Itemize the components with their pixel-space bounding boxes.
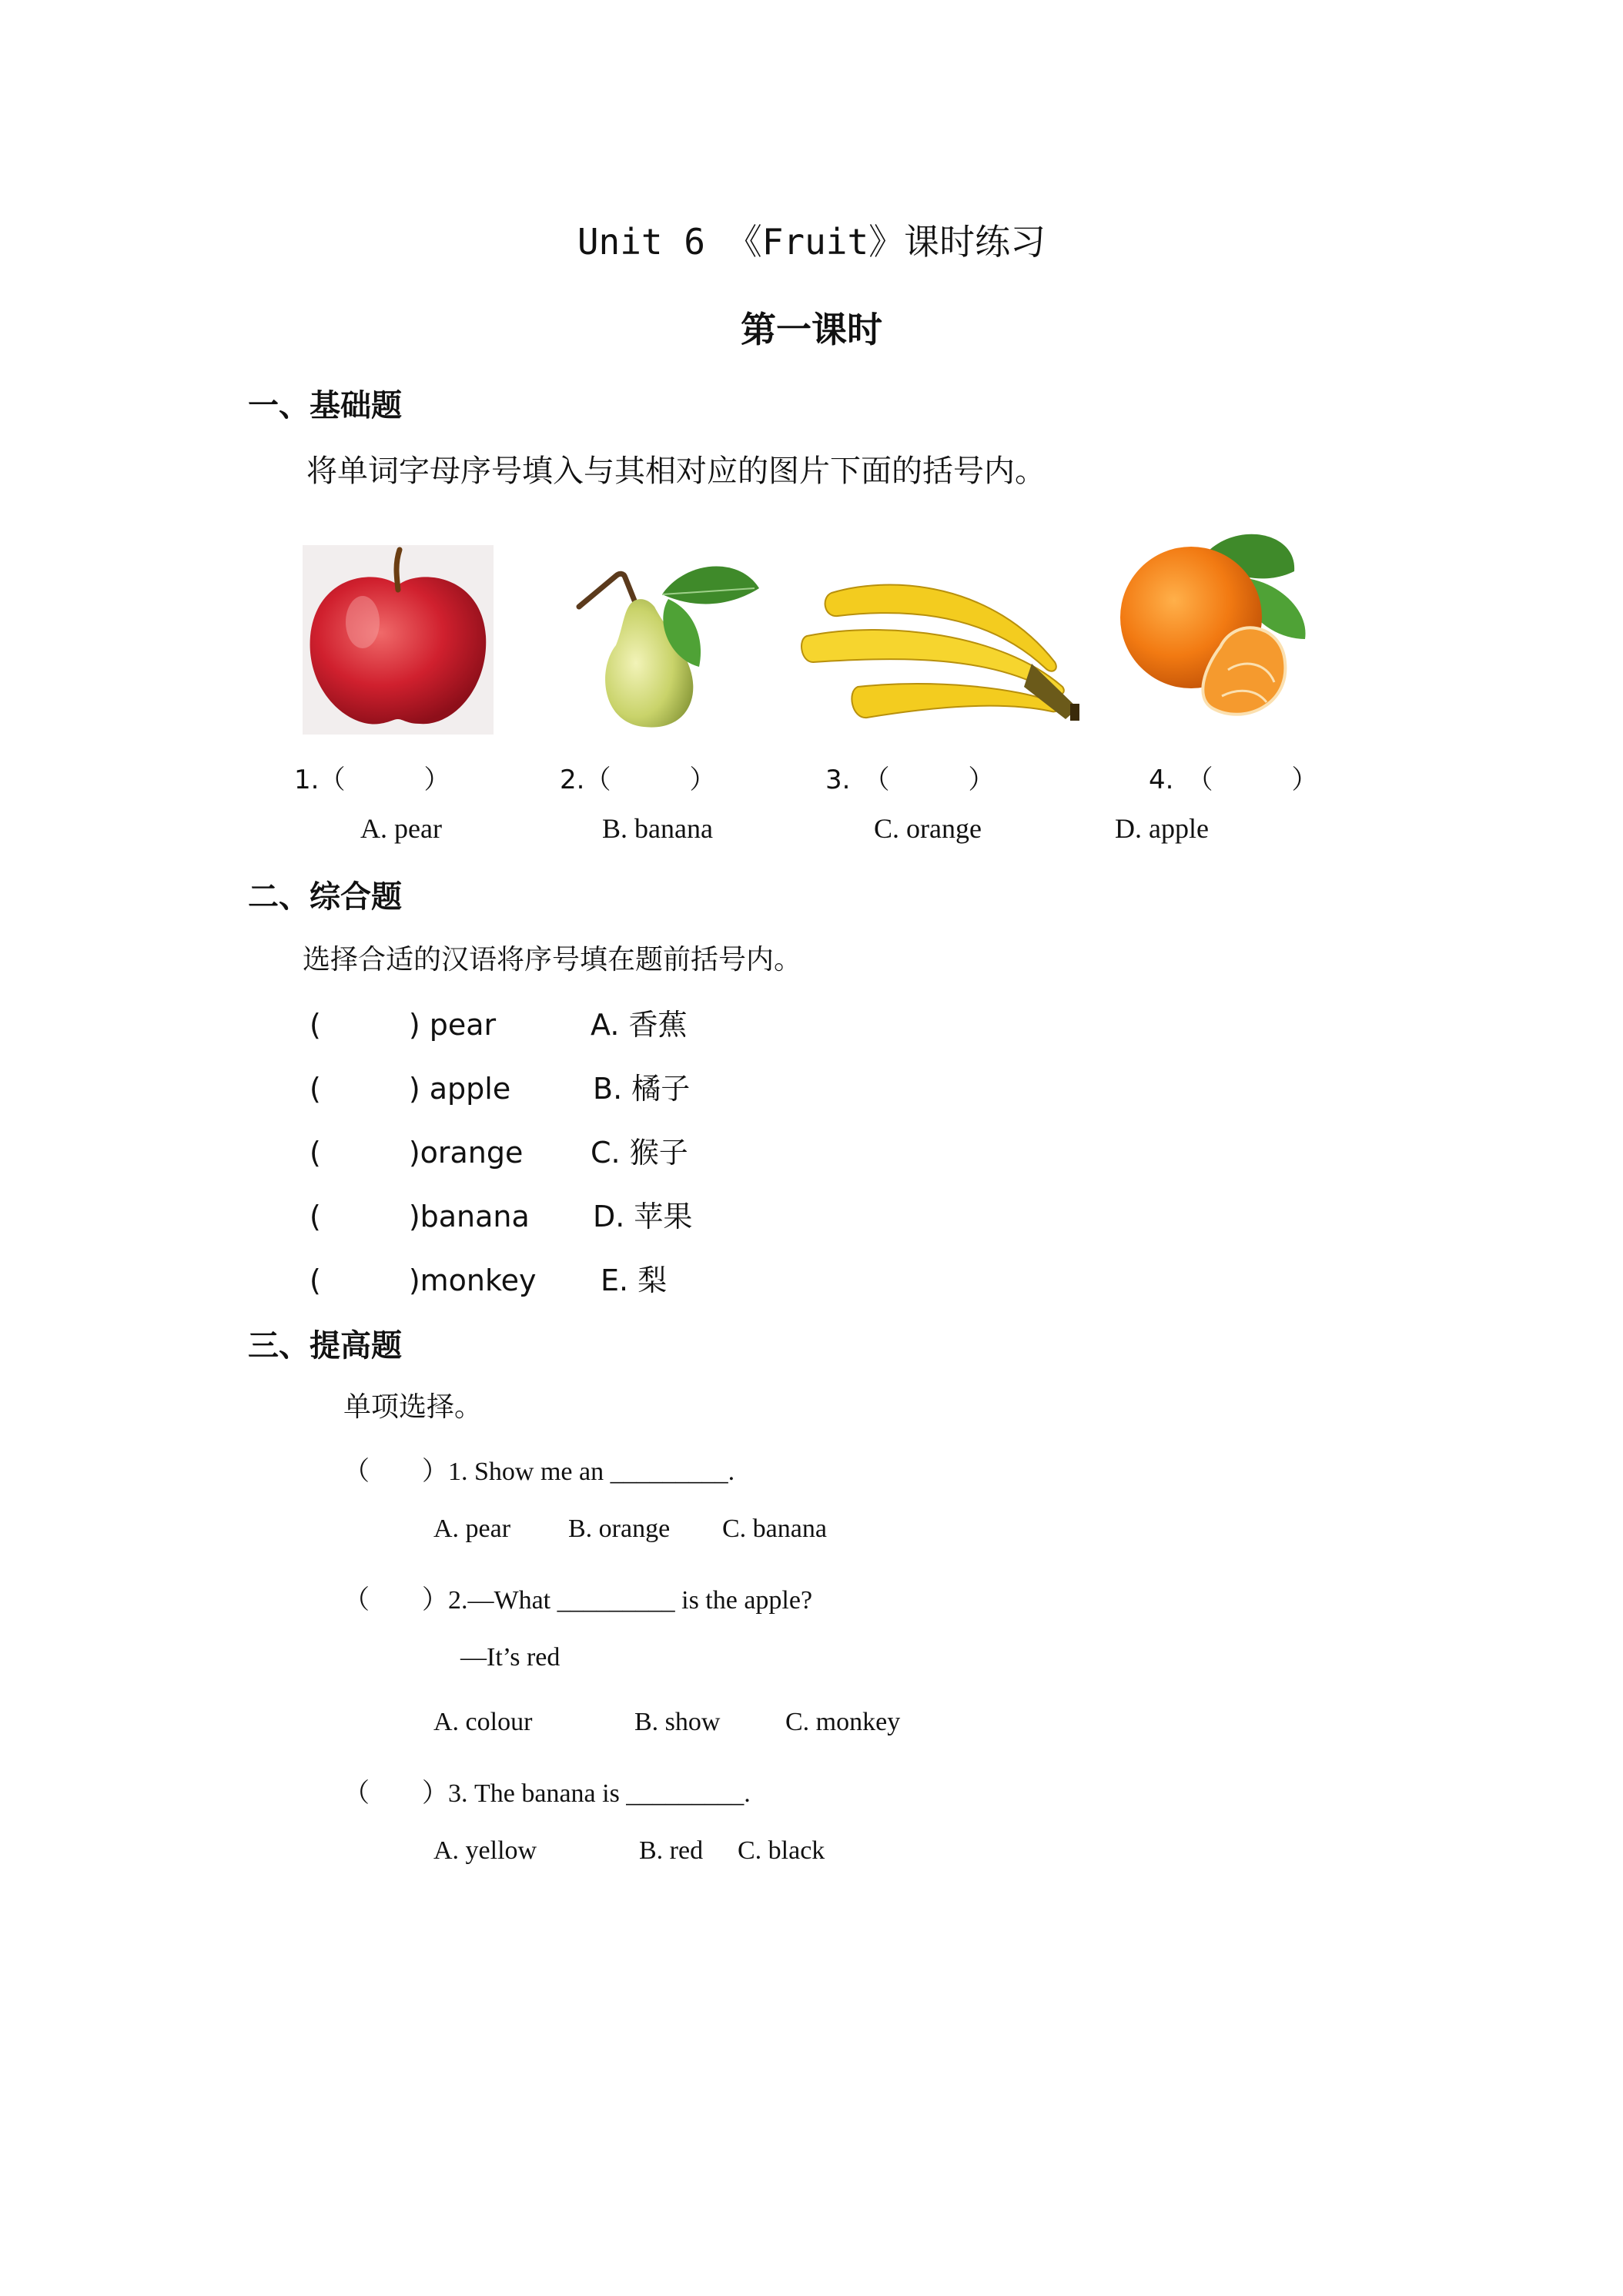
word-option-c: C. orange <box>874 813 982 844</box>
section2-instruction: 选择合适的汉语将序号填在题前括号内。 <box>303 944 802 976</box>
question-1-option-a: A. pear <box>433 1514 511 1543</box>
picture-answer-1[interactable]: 1.（ ） <box>294 765 450 795</box>
orange-image <box>1120 524 1313 731</box>
match-row-1-option: A. 香蕉 <box>591 1008 688 1042</box>
match-row-5-option: E. 梨 <box>601 1263 668 1297</box>
match-row-3-option: C. 猴子 <box>591 1136 688 1170</box>
banana-image <box>801 571 1081 730</box>
question-2-option-b: B. show <box>634 1708 721 1736</box>
section1-instruction: 将单词字母序号填入与其相对应的图片下面的括号内。 <box>306 454 1046 489</box>
question-2-reply: —It’s red <box>460 1643 561 1672</box>
pear-image <box>570 553 762 736</box>
question-1-option-c: C. banana <box>722 1514 827 1543</box>
section3-instruction: 单项选择。 <box>343 1391 483 1423</box>
page-subtitle: 第一课时 <box>741 310 882 350</box>
page-title: Unit 6 《Fruit》课时练习 <box>577 221 1046 263</box>
question-1-stem[interactable]: （ ）1. Show me an _________. <box>343 1458 735 1486</box>
question-2-option-c: C. monkey <box>785 1708 901 1736</box>
section2-heading: 二、综合题 <box>248 879 402 915</box>
word-option-d: D. apple <box>1115 813 1209 844</box>
picture-answer-3[interactable]: 3. （ ） <box>825 765 995 795</box>
match-row-4-option: D. 苹果 <box>593 1200 693 1233</box>
apple-image <box>303 545 494 735</box>
match-row-1-word[interactable]: ( ) pear <box>310 1008 497 1042</box>
match-row-5-word[interactable]: ( )monkey <box>310 1263 537 1297</box>
section3-heading: 三、提高题 <box>248 1327 402 1364</box>
question-3-option-c: C. black <box>738 1836 825 1865</box>
question-2-option-a: A. colour <box>433 1708 533 1736</box>
match-row-3-word[interactable]: ( )orange <box>310 1136 524 1170</box>
match-row-2-option: B. 橘子 <box>593 1072 691 1106</box>
question-3-option-a: A. yellow <box>433 1836 537 1865</box>
question-2-stem[interactable]: （ ）2.—What _________ is the apple? <box>343 1586 813 1615</box>
picture-answer-4[interactable]: 4. （ ） <box>1149 765 1318 795</box>
match-row-2-word[interactable]: ( ) apple <box>310 1072 511 1106</box>
match-row-4-word[interactable]: ( )banana <box>310 1200 530 1233</box>
question-1-option-b: B. orange <box>568 1514 671 1543</box>
picture-answer-2[interactable]: 2.（ ） <box>560 765 716 795</box>
section1-heading: 一、基础题 <box>248 387 402 423</box>
word-option-b: B. banana <box>602 813 713 844</box>
word-option-a: A. pear <box>360 813 442 844</box>
question-3-stem[interactable]: （ ）3. The banana is _________. <box>343 1779 751 1808</box>
question-3-option-b: B. red <box>639 1836 704 1865</box>
